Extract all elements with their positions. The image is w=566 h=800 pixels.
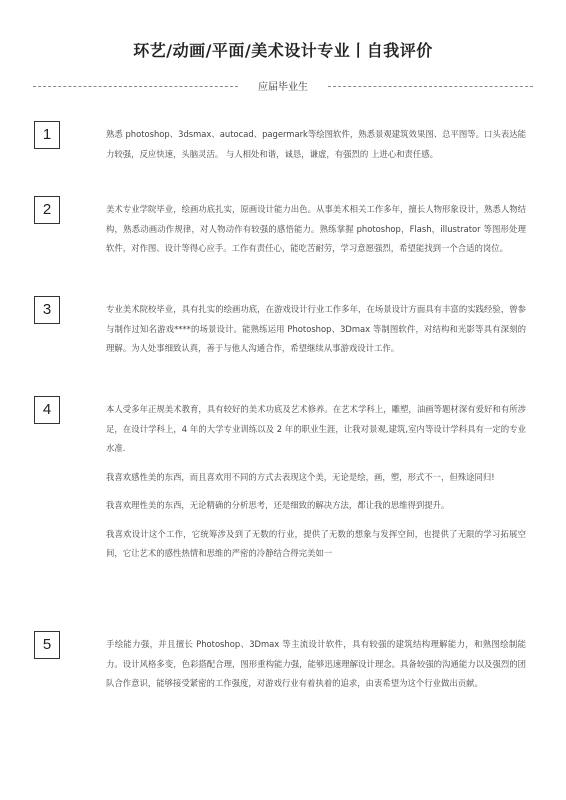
section-subtitle: 应届毕业生 [258,82,308,93]
entry-paragraph: 手绘能力强，并且擅长 Photoshop、3Dmax 等主流设计软件，具有较强的建筑结构理解能力，和熟图绘制能力。设计风格多变，色彩搭配合理，图形重构能力强，能够迅速理解设计理念。具备较强的沟通能力以及强烈的团队合作意识，能够接受紧密的工作强度，对游戏行业有着执着的追求，由衷希望为这个行业做出贡献。 [106,639,526,688]
entry-paragraph: 我喜欢理性美的东西，无论精确的分析思考，还是细致的解决方法，都让我的思维得到提升。 [106,500,450,510]
section-divider [33,78,533,94]
entry-text [106,200,526,268]
entry-number-box: 4 [34,396,60,424]
entry-paragraph: 熟悉 photoshop、3dsmax、autocad、pagermark等绘图软件，熟悉景观建筑效果图、总平图等。口头表达能力较强，反应快速，头脑灵活。 与人相处和谐，诚恳，谦虚，有强烈的 上进心和责任感。 [106,129,526,159]
entry-number-box: 5 [34,631,60,659]
entry-number-box: 1 [34,121,60,149]
entry-text [106,635,526,703]
page-title: 环艺/动画/平面/美术设计专业丨自我评价 [133,41,433,60]
entry-text [106,300,526,368]
entry-paragraph: 专业美术院校毕业，具有扎实的绘画功底，在游戏设计行业工作多年，在场景设计方面具有丰富的实践经验，曾参与制作过知名游戏****的场景设计。能熟练运用 Photoshop、3Dmax 等制图软件，对结构和光影等具有深刻的理解。为人处事细致认真，善于与他人沟通合作，希望继续从事游戏设计工作。 [106,304,526,353]
entry-paragraph: 我喜欢感性美的东西，而且喜欢用不同的方式去表现这个美，无论是绘，画，塑，形式不一，但殊途同归! [106,471,495,482]
entry-number-box: 2 [34,196,60,224]
entry-text [106,125,526,173]
entry-paragraph: 美术专业学院毕业，绘画功底扎实，原画设计能力出色。从事美术相关工作多年，擅长人物形象设计，熟悉人物结构，熟悉动画动作规律，对人物动作有较强的感悟能力。熟练掌握 photoshop，Flash，illustrator 等图形处理软件，对作图、设计等得心应手。工作有责任心，能吃苦耐劳，学习意愿强烈，希望能找到一个合适的岗位。 [106,204,526,253]
entry-paragraph: 我喜欢设计这个工作，它统筹涉及到了无数的行业，提供了无数的想象与发挥空间，也提供了无限的学习拓展空间，它让艺术的感性热情和思维的严密的冷静结合得完美如一 [106,528,526,558]
divider-line-right [328,86,533,87]
entry-paragraph: 本人受多年正规美术教育，具有较好的美术功底及艺术修养。在艺术学科上，雕塑，油画等题材深有爱好和有所涉足，在设计学科上，4 年的大学专业训练以及 2 年的职业生涯，让我对景观,建筑,室内等设计学科具有一定的专业水准. [106,404,526,453]
entry-text [106,400,526,573]
entry-number-box: 3 [34,296,60,324]
